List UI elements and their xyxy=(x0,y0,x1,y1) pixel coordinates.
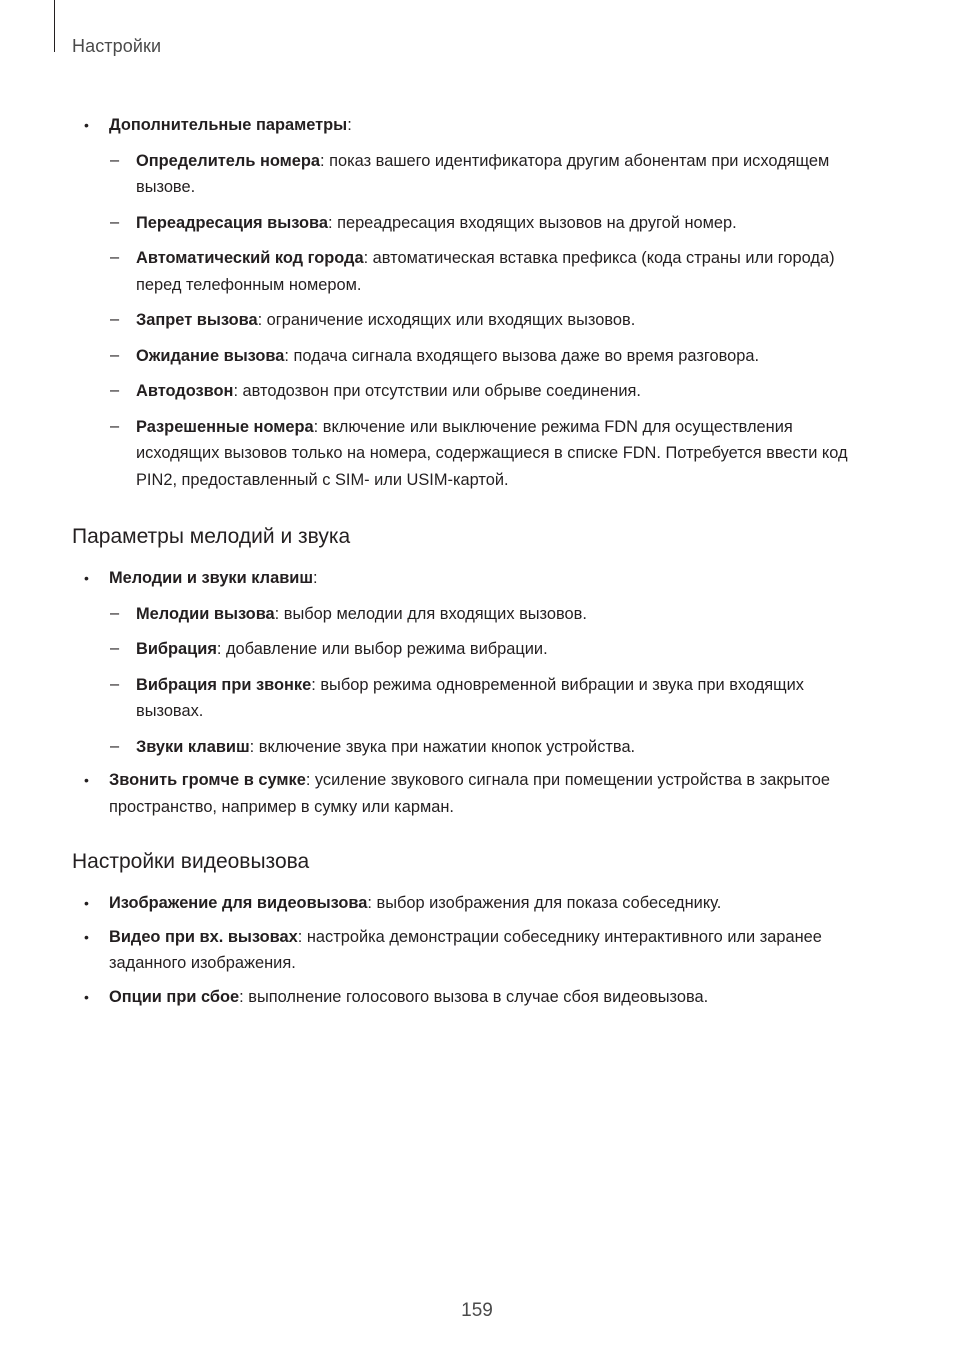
sub-item-ringtone xyxy=(72,601,872,628)
list-item-video-incoming xyxy=(72,924,872,977)
item-desc: : автоматическая вставка префикса (кода страны или города) перед телефонным номером. xyxy=(136,249,835,294)
item-term: Опции при сбое xyxy=(109,987,240,1006)
item-term: Видео при вх. вызовах xyxy=(109,927,298,946)
item-desc: : автодозвон при отсутствии или обрыве соединения. xyxy=(233,382,641,400)
sub-item-keytones xyxy=(72,734,872,761)
item-term: Дополнительные параметры xyxy=(109,116,348,134)
margin-rule xyxy=(54,0,55,52)
item-suffix: : xyxy=(313,569,318,587)
item-term: Мелодии вызова xyxy=(136,604,275,623)
bullet-icon: • xyxy=(84,772,89,788)
item-term: Разрешенные номера xyxy=(136,417,314,436)
dash-icon: – xyxy=(110,212,120,231)
item-desc: : выполнение голосового вызова в случае сбоя видеовызова. xyxy=(239,987,709,1006)
item-term: Автодозвон xyxy=(136,382,234,400)
list-item-video-fail-options xyxy=(72,984,872,1011)
dash-icon: – xyxy=(110,150,120,169)
item-desc: : включение звука при нажатии кнопок устройства. xyxy=(249,737,636,756)
item-desc: : ограничение исходящих или входящих вызовов. xyxy=(257,311,636,329)
item-desc: : выбор режима одновременной вибрации и звука при входящих вызовах. xyxy=(136,675,804,720)
section-heading-tones: Параметры мелодий и звука xyxy=(72,525,351,548)
item-desc: : подача сигнала входящего вызова даже во время разговора. xyxy=(284,346,760,365)
dash-icon: – xyxy=(110,381,120,399)
item-term: Определитель номера xyxy=(136,151,321,170)
dash-icon: – xyxy=(110,674,120,693)
bullet-icon: • xyxy=(84,117,89,133)
item-desc: : усиление звукового сигнала при помещении устройства в закрытое пространство, например в сумку или карман. xyxy=(109,771,830,816)
dash-icon: – xyxy=(110,416,120,435)
item-desc: : включение или выключение режима FDN для осуществления исходящих вызовов только на номера, содержащиеся в списке FDN. Потребуется ввести код PIN2, предоставленный с SIM- или USIM-картой. xyxy=(136,417,848,489)
dash-icon: – xyxy=(110,248,120,266)
list-item-additional-params xyxy=(72,112,872,139)
running-title: Настройки xyxy=(72,36,162,56)
item-desc: : выбор мелодии для входящих вызовов. xyxy=(274,604,587,623)
item-desc: : выбор изображения для показа собеседнику. xyxy=(367,894,722,912)
item-term: Автоматический код города xyxy=(136,249,364,267)
dash-icon: – xyxy=(110,639,120,657)
item-term: Вибрация при звонке xyxy=(136,675,312,694)
page-number: 159 xyxy=(461,1300,493,1321)
item-term: Переадресация вызова xyxy=(136,213,328,232)
dash-icon: – xyxy=(110,603,120,622)
dash-icon: – xyxy=(110,736,120,755)
bullet-icon: • xyxy=(84,988,89,1005)
sub-item-vibrate-when-ringing xyxy=(72,672,872,725)
item-desc: : переадресация входящих вызовов на другой номер. xyxy=(327,213,737,232)
sub-item-call-waiting xyxy=(72,343,872,370)
item-term: Звуки клавиш xyxy=(136,737,250,756)
item-term: Вибрация xyxy=(136,640,217,658)
list-item-pocket-mode xyxy=(72,767,872,820)
sub-item-vibration xyxy=(72,636,872,663)
sub-item-fixed-dialing xyxy=(72,414,872,494)
item-term: Мелодии и звуки клавиш xyxy=(109,569,314,587)
item-desc: : показ вашего идентификатора другим абонентам при исходящем вызове. xyxy=(136,151,830,196)
item-term: Звонить громче в сумке xyxy=(109,771,306,789)
dash-icon: – xyxy=(110,345,120,364)
item-desc: : добавление или выбор режима вибрации. xyxy=(216,640,548,658)
item-desc: : настройка демонстрации собеседнику интерактивного или заранее заданного изображения. xyxy=(109,927,822,972)
sub-item-caller-id xyxy=(72,148,872,201)
sub-item-auto-area-code xyxy=(72,245,872,298)
list-item-ringtones xyxy=(72,565,872,592)
item-term: Ожидание вызова xyxy=(136,346,285,365)
section-heading-video: Настройки видеовызова xyxy=(72,850,310,873)
sub-item-call-forwarding xyxy=(72,210,872,237)
page-content xyxy=(72,112,872,1010)
sub-item-auto-redial xyxy=(72,378,872,405)
bullet-icon: • xyxy=(84,895,89,911)
list-item-video-image xyxy=(72,890,872,917)
item-suffix: : xyxy=(347,116,352,134)
bullet-icon: • xyxy=(84,570,89,586)
bullet-icon: • xyxy=(84,928,89,945)
dash-icon: – xyxy=(110,310,120,328)
item-term: Изображение для видеовызова xyxy=(109,894,368,912)
sub-item-call-barring xyxy=(72,307,872,334)
item-term: Запрет вызова xyxy=(136,311,258,329)
